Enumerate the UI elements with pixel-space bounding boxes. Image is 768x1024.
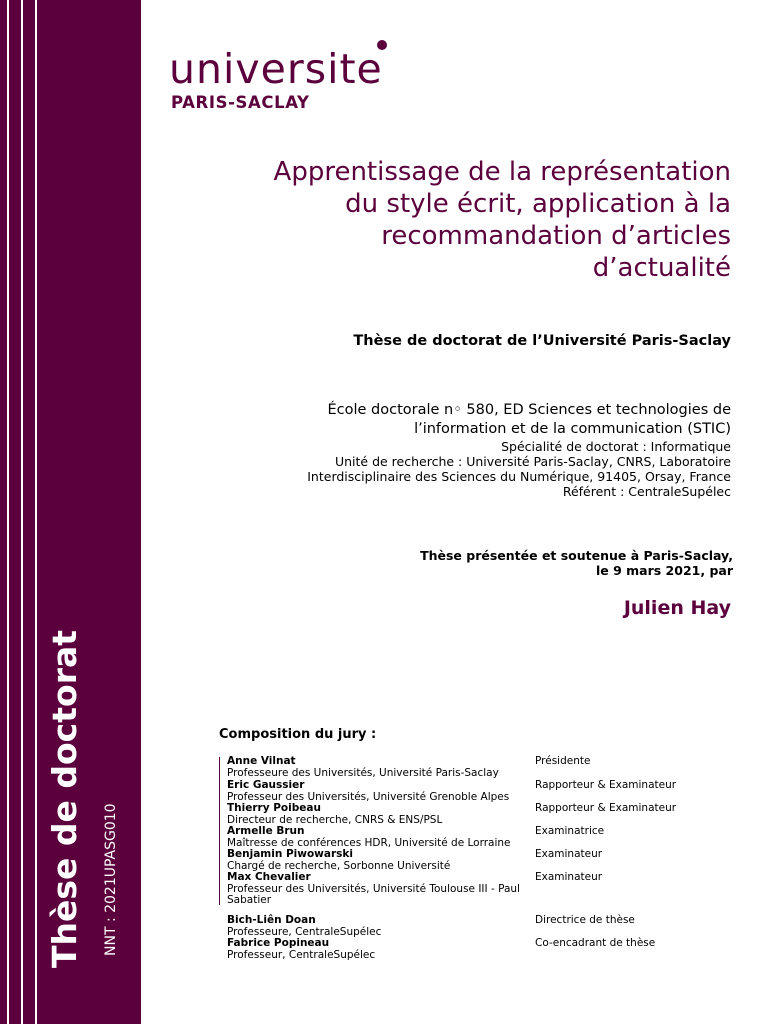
sidebar-stripe [21,0,23,1024]
jury-member [227,872,757,907]
specialty: Spécialité de doctorat : Informatique [501,439,731,454]
jury-member [227,849,757,872]
sidebar-stripe [7,0,9,1024]
member-role: Co-encadrant de thèse [535,937,656,949]
defense-date: le 9 mars 2021, par [595,563,733,578]
member-name: Anne Vilnat [227,755,296,767]
member-name: Thierry Poibeau [227,802,321,814]
member-name: Max Chevalier [227,871,311,883]
logo-subtitle: PARIS-SACLAY [171,93,310,112]
logo-word: universite [169,45,383,93]
title-line: recommandation d’articles [381,221,731,251]
research-unit: Unité de recherche : Université Paris-Saclay, CNRS, Laboratoire [334,454,731,469]
title-line: du style écrit, application à la [345,189,731,219]
member-role: Examinateur [535,871,603,883]
member-affiliation: Professeur des Universités, Université Grenoble Alpes [227,790,510,803]
university-logo [169,38,409,118]
member-name: Armelle Brun [227,825,305,837]
member-affiliation: Professeure des Universités, Université Paris-Saclay [227,766,499,779]
member-role: Examinatrice [535,825,605,837]
member-role: Présidente [535,755,591,767]
thesis-title [211,156,731,284]
member-name: Fabrice Popineau [227,937,330,949]
jury-member [227,826,757,849]
jury-member [227,938,757,961]
defense-line: Thèse présentée et soutenue à Paris-Saclay, [420,548,733,563]
research-unit-cont: Interdisciplinaire des Sciences du Numérique, 91405, Orsay, France [307,469,731,484]
nnt-number: NNT : 2021UPASG010 [103,803,119,956]
defense-info [420,548,733,578]
jury-accent-bar [219,757,220,905]
member-name: Bich-Liên Doan [227,914,316,926]
member-affiliation: Directeur de recherche, CNRS & ENS/PSL [227,813,443,826]
jury-member [227,780,757,803]
member-affiliation: Maîtresse de conférences HDR, Université de Lorraine [227,836,511,849]
sidebar-title: Thèse de doctorat [45,629,84,968]
jury-heading: Composition du jury : [219,727,377,742]
member-affiliation: Professeure, CentraleSupélec [227,925,382,938]
referent: Référent : CentraleSupélec [562,484,731,499]
member-role: Rapporteur & Examinateur [535,779,677,791]
member-role: Rapporteur & Examinateur [535,802,677,814]
sidebar-stripe [35,0,37,1024]
member-role: Examinateur [535,848,603,860]
sidebar-band [0,0,141,1024]
member-name: Benjamin Piwowarski [227,848,353,860]
member-name: Eric Gaussier [227,779,305,791]
member-affiliation: Professeur, CentraleSupélec [227,948,376,961]
jury-member [227,803,757,826]
thesis-type: Thèse de doctorat de l’Université Paris-Saclay [353,333,731,349]
doctoral-school-cont: l’information et de la communication (STIC) [414,421,731,437]
author-name: Julien Hay [623,597,731,619]
member-role: Directrice de thèse [535,914,635,926]
member-affiliation: Chargé de recherche, Sorbonne Université [227,859,451,872]
jury-member [227,915,757,938]
title-line: Apprentissage de la représentation [273,157,731,187]
jury-member [227,756,757,779]
member-affiliation: Professeur des Universités, Université Toulouse III - Paul Sabatier [227,882,520,906]
doctoral-school: École doctorale n◦ 580, ED Sciences et technologies de [327,402,731,418]
title-line: d’actualité [592,253,731,283]
doctoral-school-block [211,401,731,499]
